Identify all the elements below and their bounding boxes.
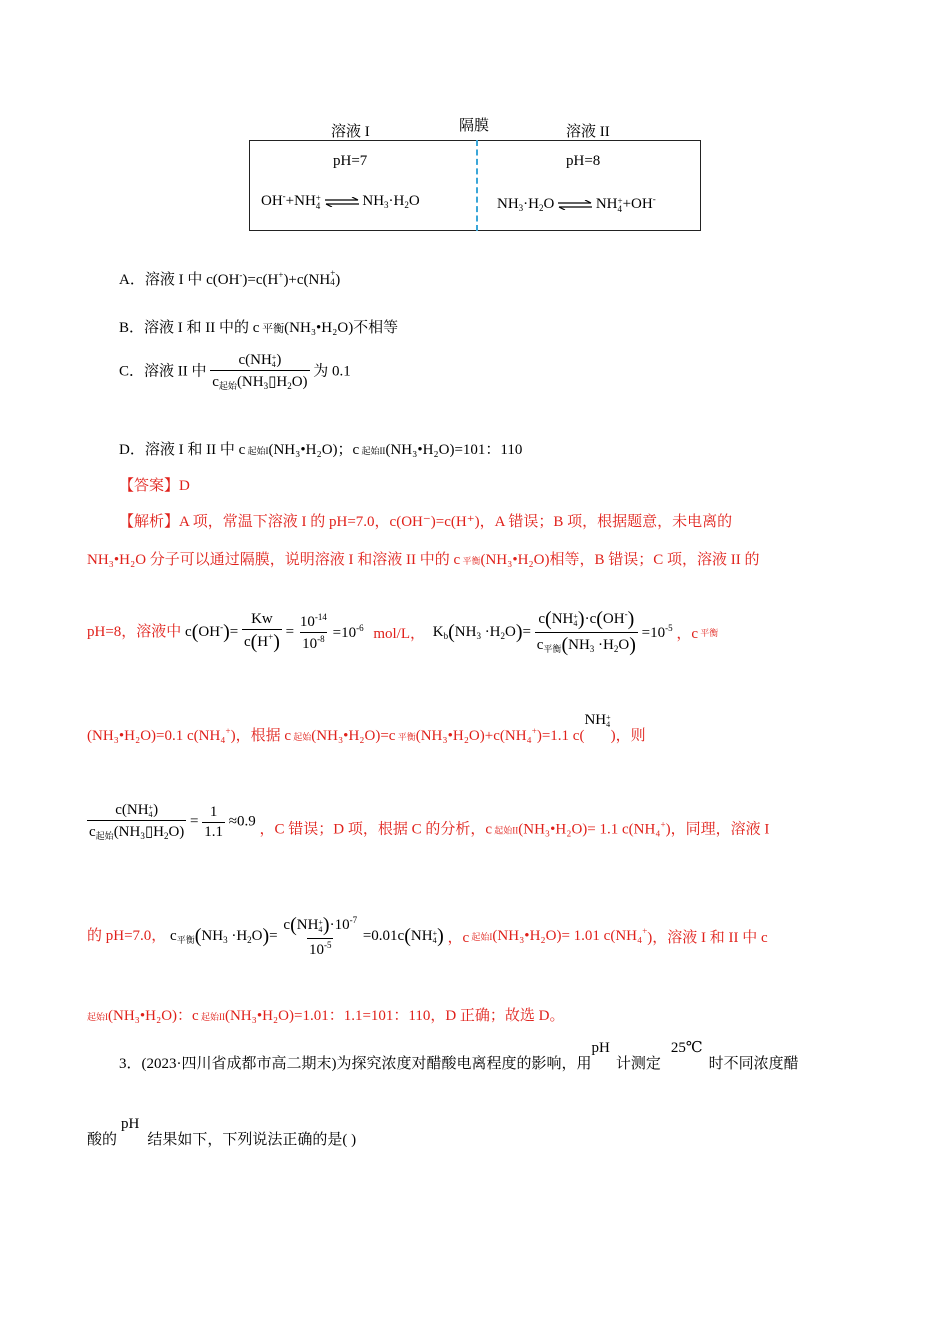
answer: 【答案】D xyxy=(119,478,190,494)
analysis-line-7: 起始I(NH₃•H₂O)：c 起始II(NH₃•H₂O)=1.01：1.1=101：110，D 正确；故选 D。 xyxy=(87,1008,565,1024)
question-3-line-2: 酸的pH结果如下，下列说法正确的是( ) xyxy=(87,1116,357,1148)
analysis-line-6: 的 pH=7.0， $c_{平衡}(NH_3 \cdot H_2O)=$ c(NH + 4 )$\cdot 10^{-7}$ $10^{-5}$ =0.01c(NH + 4 ) ，c 起始I(NH₃•H₂O)= 1.01 c(NH₄+)，溶液 I 和 II 中 c xyxy=(87,914,768,958)
option-c: C．溶液 II 中 c(NH + 4 ) $c_{起始}(NH_3▯H_2O)$ 为 0.1 xyxy=(119,352,351,391)
solution-1-label: 溶液 I xyxy=(331,124,370,140)
analysis-line-1: 【解析】A 项，常温下溶液 I 的 pH=7.0，c(OH⁻)=c(H⁺)，A 错误；B 项，根据题意，未电离的 xyxy=(119,514,733,530)
ratio-fraction: c(NH + 4 ) $c_{起始}(NH_3▯H_2O)$ xyxy=(89,802,185,841)
membrane-label: 隔膜 xyxy=(459,118,490,134)
option-c-fraction: c(NH + 4 ) $c_{起始}(NH_3▯H_2O)$ xyxy=(212,352,308,391)
equation-left: OH-+NH + 4 $NH_3\cdot H_2O$ xyxy=(261,191,420,211)
kb-fraction: c(NH + 4 )·c(OH-) $c_{平衡}(NH_3 \cdot H_2O)$ xyxy=(536,608,636,656)
analysis-line-4: (NH₃•H₂O)=0.1 c(NH₄+)，根据 c 起始(NH₃•H₂O)=c 平衡(NH₃•H₂O)+c(NH₄+)=1.1 c(NH + 4 )，则 xyxy=(87,712,646,744)
solution-1-ph: pH=7 xyxy=(333,153,368,169)
analysis-line-2: NH₃•H₂O 分子可以通过隔膜，说明溶液 I 和溶液 II 中的 c 平衡(NH₃•H₂O)相等，B 错误；C 项，溶液 II 的 xyxy=(87,552,760,568)
equilibrium-arrow-icon xyxy=(325,197,359,207)
solution-2-label: 溶液 II xyxy=(566,124,610,140)
solution-1-fraction: c(NH + 4 )$\cdot 10^{-7}$ $10^{-5}$ xyxy=(283,914,358,958)
equation-right: $NH_3\cdot H_2O$ NH + 4 +OH- xyxy=(497,194,656,214)
analysis-line-5: c(NH + 4 ) $c_{起始}(NH_3▯H_2O)$ = $\frac{1}{1.1}$ ≈0.9 ，C 错误；D 项，根据 C 的分析，c $_{起始II}$(NH₃•H₂O)= 1.1 $c(NH_4_+)$，同理，溶液 I xyxy=(89,802,770,841)
question-3-line-1: 3．(2023·四川省成都市高二期末)为探究浓度对醋酸电离程度的影响，用pH计测定25℃时不同浓度醋 xyxy=(119,1040,799,1072)
analysis-line-3: pH=8，溶液中 c(OH-)= $\frac{Kw}{c(H^+)}$ = $\frac{10^{-14}}{10^{-8}}$ $=10^{-6}$ mol/L， $K_b(NH_3 \cdot H_2O)=$ c(NH + 4 )·c(OH-) $c_{平衡}(NH_3 \cdot H_2O)$ $=10^{-5}$ ，c 平衡 xyxy=(87,608,719,656)
kw-fraction: $\frac{Kw}{c(H^+)}$ xyxy=(243,611,280,653)
equilibrium-arrow-icon xyxy=(558,200,592,210)
diagram-box xyxy=(249,140,701,231)
power-fraction: $\frac{10^{-14}}{10^{-8}}$ xyxy=(299,612,327,652)
option-d: D．溶液 I 和 II 中 c 起始I(NH₃•H₂O)；c 起始II(NH₃•H₂O)=101：110 xyxy=(119,442,523,458)
solution-2-ph: pH=8 xyxy=(566,153,601,169)
option-b: B．溶液 I 和 II 中的 c 平衡(NH₃•H₂O)不相等 xyxy=(119,320,399,336)
option-a: A．溶液 I 中 c(OH-)=c(H+)+c(NH + 4 ) xyxy=(119,268,341,288)
one-over-fraction: $\frac{1}{1.1}$ xyxy=(204,803,223,840)
membrane-line xyxy=(476,140,478,231)
